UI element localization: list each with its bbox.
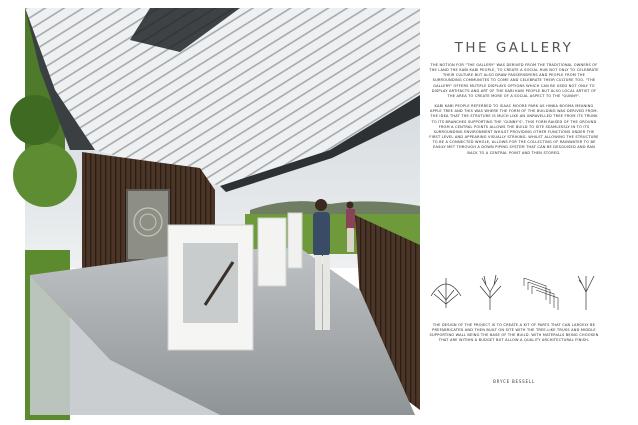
description-panel: [428, 40, 600, 161]
form-paragraph: KABI KABI PEOPLE REFERRED TO ISAAC MOORE PARK AS HINKA BOOMA MEANING APPLE TREE AND THIS WAS WHERE THE FORM OF THE BUILDING WAS DERIVED FROM. THE IDEA THAT THE STRUTURE IS MUCH LIKE AN UNRAVELLED TREE FROM ITS TRUNK TO ITS BRANCHES SUPPORTING THE 'GUNNY'S'. THIS FORM RAISED OF THE GROUND FROM A CENTRAL POINTS ALLOWS THE BUILD TO SITE SEAMLESSLY IN TO ITS SURROUNDING ENVIRONMENT WHILST PROVIDING OTHER FUNCTIONS UNDER THE FIRST LEVEL AND APPEARING VISUALLY STRIKING. WHILST ALLOWING THE STRUCTURE TO BE A CONNECTED WHOLE, ALLOWS FOR THE COLLECTING OF RAINWATER TO BE EASILY MET THROUGH A DOWN PIPING SYSTEM THAT CAN BE DESGUISED AND RAN BACK TO A CENTRAL POINT AND THEN STORED.: [429, 104, 599, 155]
author-credit: BRYCE BESSELL: [493, 379, 535, 384]
design-paragraph: THE DESIGN OF THE PROJECT IS TO CREATE A KIT OF PARTS THAT CAN LARGELY BE PREFABRICATED AND THEN BUILT ON SITE WITH THE TREE-LIKE TRUSS AND MIDDLE SUPPORTING WALL BEING THE BASE OF THE BUILD. WITH MATERIALS BEING CHOOSEN THAT ARE WITHIN A BUDGET BUT ALLOW A QUALITY ARCHITECTURAL FINISH.: [429, 323, 599, 343]
intro-paragraph: THE NOTION FOR "THE GALLERY" WAS DERIVED FROM THE TRADITIONAL OWNERS OF THE LAND THE KABI KABI PEOPLE, TO CREATE A SOCIAL HUB NOT ONLY TO CELEBRATE THEIR CULTURE BUT ALSO DRAW PASSERSBYERS AND PEOPLE FROM THE SURROUNDING COMMUNITES TO COME AND CELEBRATE THEIR CULTURE TOO. "THE GALLERY" OFFERS MUTIPLE DISPLAYS OPTIONS WHICH CAN BE USED NOT ONLY TO DISPLAY ARTIFACTS AND ART OF THE KABI KABI PEOPLE BUT ALSO LOCAL ARTIST OF THE AREA TO CREATE MORE OF A SOCIAL ASPECT TO THE "GUNNY".: [429, 63, 599, 98]
person-background: [346, 202, 355, 253]
page-title: THE GALLERY: [454, 40, 574, 56]
concept-diagrams: [428, 268, 600, 312]
display-plinth-back: [288, 213, 302, 268]
tree-canopy-diagram: [431, 278, 461, 308]
bare-tree-diagram: [480, 275, 501, 310]
display-plinth-mid: [258, 218, 286, 286]
unravelled-truss-diagram: [524, 278, 558, 310]
artwork-panel: [127, 190, 169, 260]
single-branch-diagram: [578, 276, 594, 310]
person-foreground: [313, 199, 330, 330]
design-panel: [428, 323, 600, 349]
